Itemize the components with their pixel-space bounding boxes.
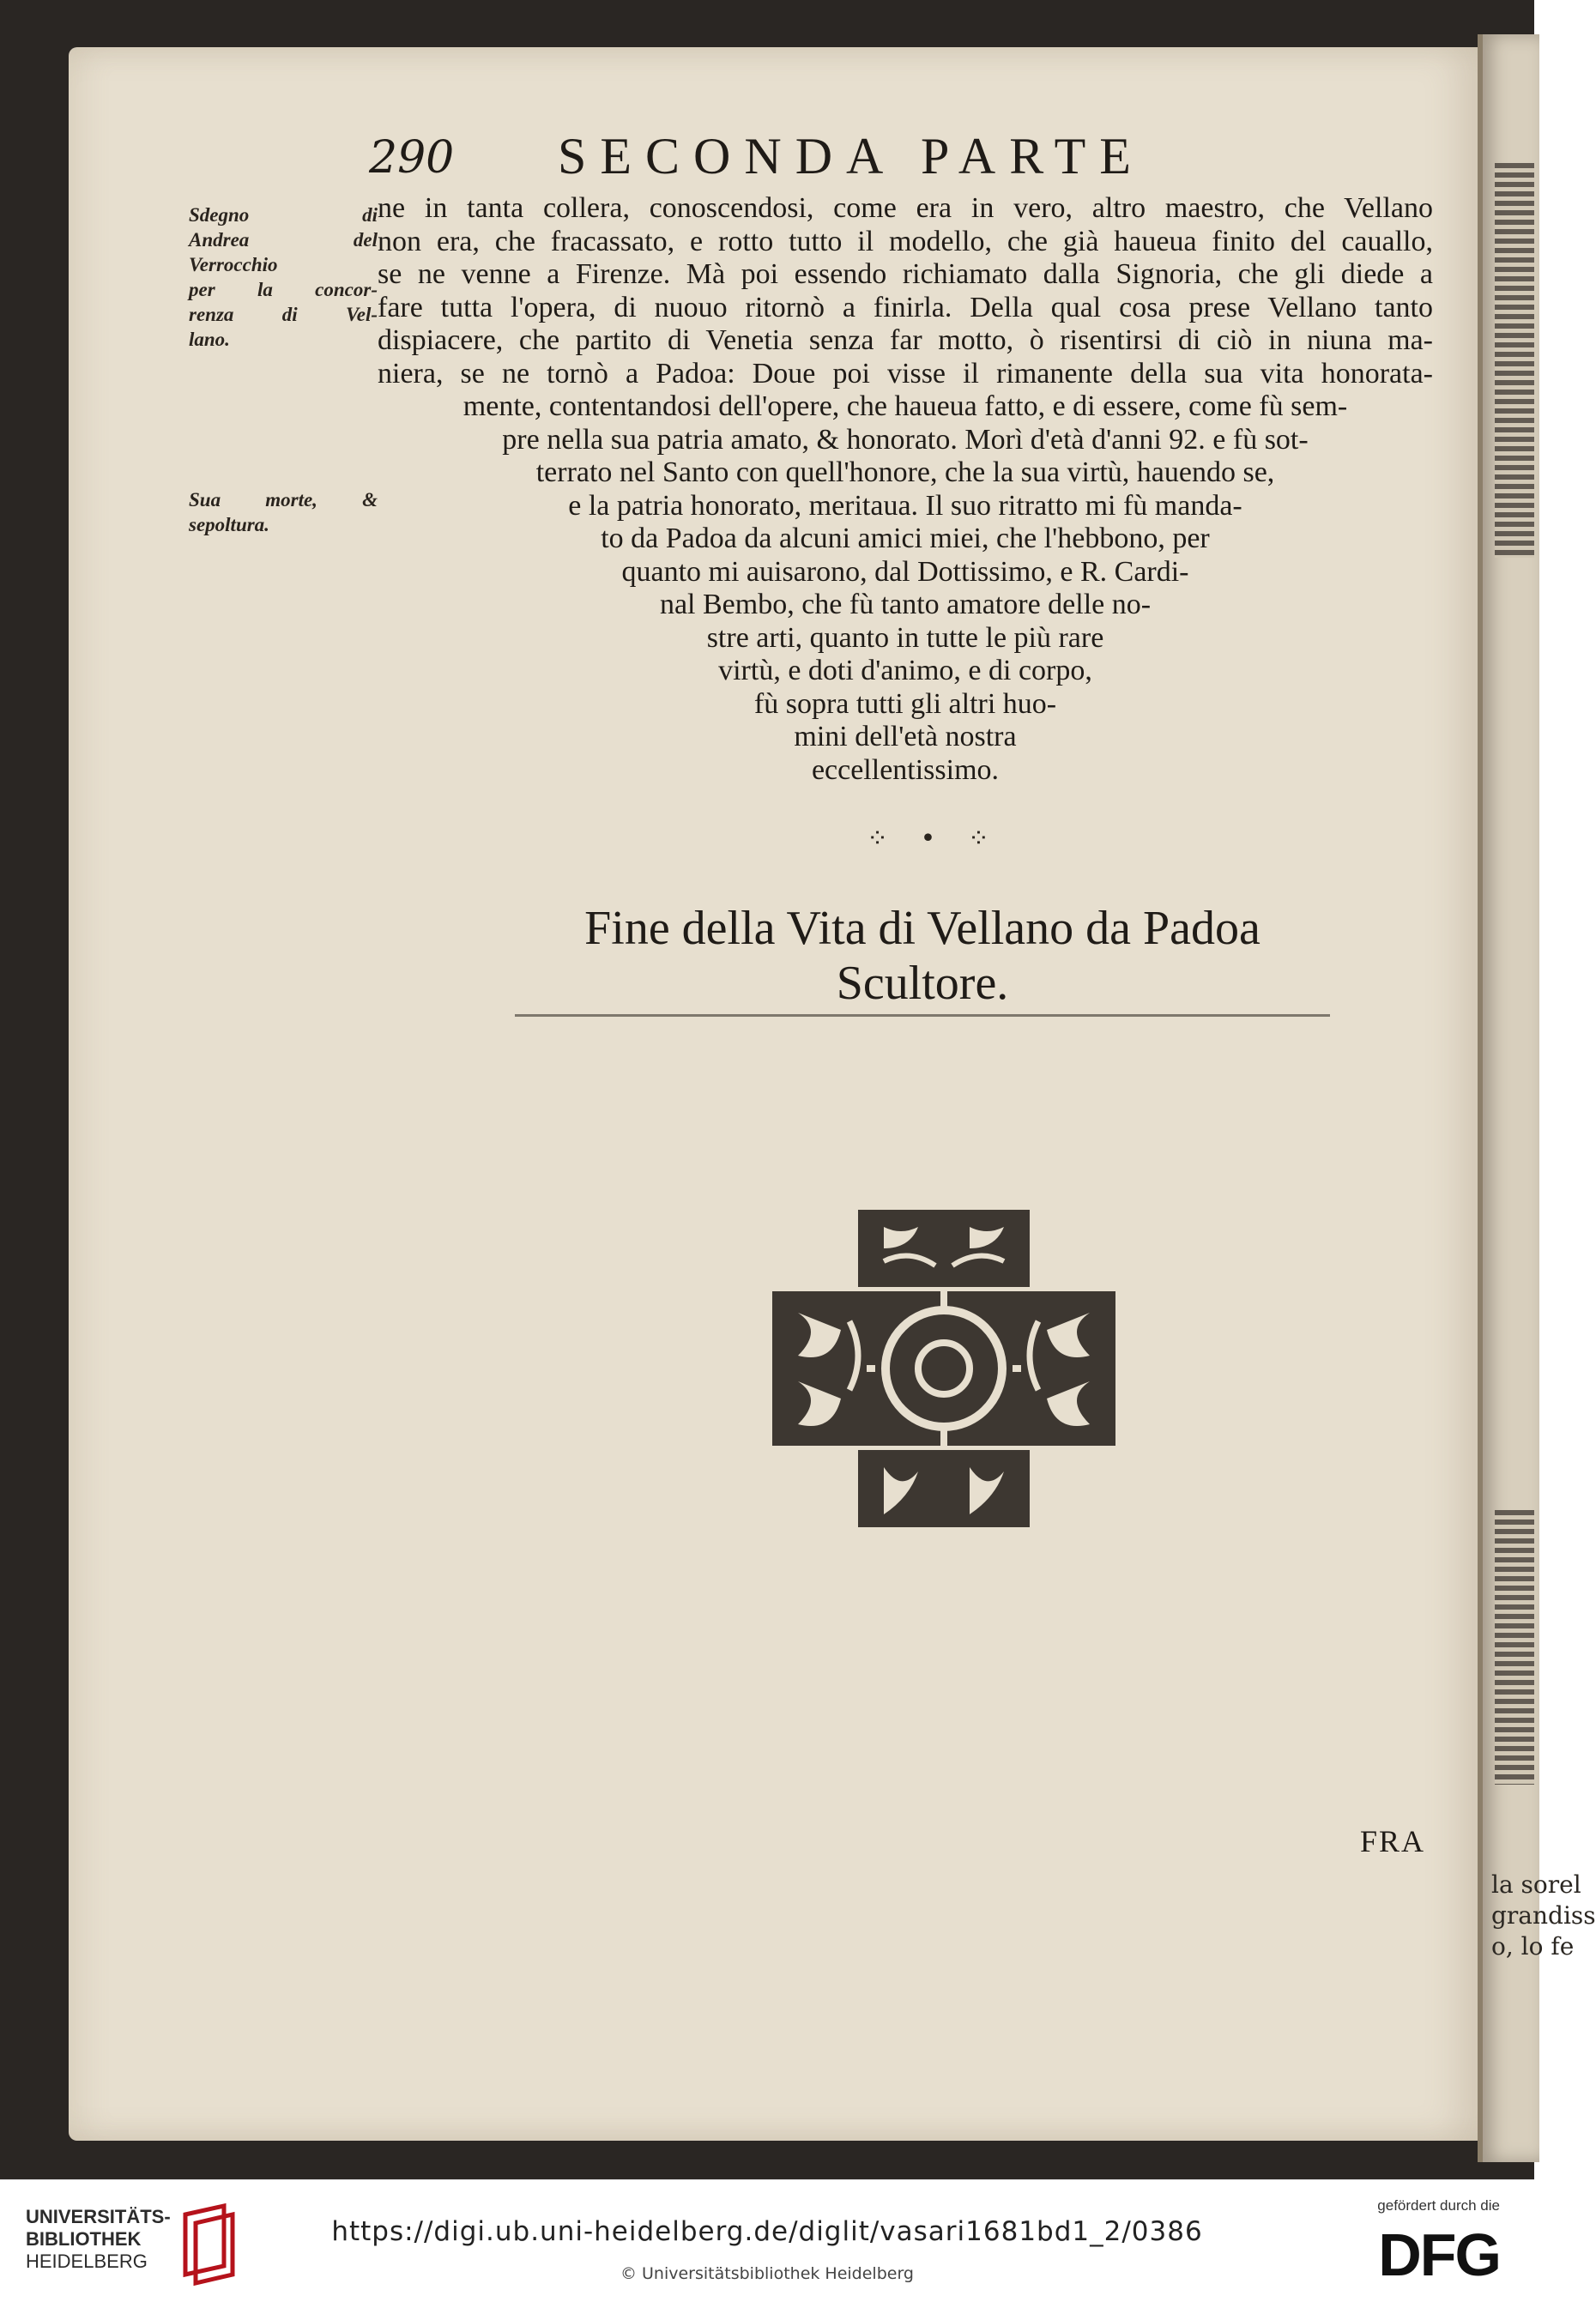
text-line: dispiacere, che partito di Venetia senza far motto, ò risentirsi di ciò in niuna ma- [378,324,1433,356]
marginal-note-line: Sdegno di [189,204,378,226]
running-title: SECONDA PARTE [558,128,1145,184]
catchword: FRA [1360,1824,1426,1858]
text-line: fù sopra tutti gli altri huo- [753,687,1057,720]
text-line: virtù, e doti d'animo, e di corpo, [718,655,1092,686]
text-line: mente, contentandosi dell'opere, che haueua fatto, e di essere, come fù sem- [462,390,1348,422]
text-line: to da Padoa da alcuni amici miei, che l'hebbono, per [601,523,1210,554]
marginal-note-line: sepoltura. [189,514,269,535]
adjacent-text-2: grandiss [1491,1901,1596,1930]
viewer-footer [0,2179,1534,2302]
text-line: niera, se ne tornò a Padoa: Doue poi visse il rimanente della sua vita honorata- [378,357,1433,390]
text-line: pre nella sua patria amato, & honorato. Morì d'età d'anni 92. e fù sot- [502,423,1309,456]
adjacent-woodcut-border [1495,163,1534,558]
text-line: stre arti, quanto in tutte le più rare [706,621,1104,654]
text-line: non era, che fracassato, e rotto tutto il modello, che già haueua finito del cauallo, [378,225,1433,257]
text-line: fare tutta l'opera, di nuouo ritornò a finirla. Della qual cosa prese Vellano tanto [378,291,1433,323]
marginal-note-1 [189,202,378,352]
dfg-logo[interactable]: DFG [1378,2221,1500,2288]
text-line: nal Bembo, che fù tanto amatore delle no- [659,589,1152,620]
adjacent-text-1: la sorel [1491,1870,1581,1899]
body-text [378,192,1433,787]
text-line: ne in tanta collera, conoscendosi, come era in vero, altro maestro, che Vellano [378,192,1433,224]
fleuron-ornament [772,1210,1115,1527]
closing-heading: Fine della Vita di Vellano da Padoa Scultore. [515,901,1330,1017]
page-url-link[interactable]: https://digi.ub.uni-heidelberg.de/diglit/vasari1681bd1_2/0386 [331,2216,1203,2247]
adjacent-woodcut-initial [1495,1510,1534,1785]
library-name-line: BIBLIOTHEK [26,2228,142,2250]
marginal-note-line: lano. [189,329,230,350]
page-header [369,127,1279,187]
marginal-note-2 [189,487,378,537]
marginal-note-line: per la concor- [189,279,378,300]
text-line: se ne venne a Firenze. Mà poi essendo richiamato dalla Signoria, che gli diede a [378,258,1433,290]
text-line: mini dell'età nostra [794,721,1017,752]
marginal-note-line: Andrea del [189,229,378,251]
marginal-note-line: renza di Vel- [189,304,378,325]
marginal-note-line: Sua morte, & [189,489,378,511]
text-line: terrato nel Santo con quell'honore, che la sua virtù, hauendo se, [535,456,1275,488]
marginal-note-line: Verrocchio [189,254,278,275]
folio-number: 290 [369,132,455,184]
copyright-notice: © Universitätsbibliothek Heidelberg [620,2264,914,2283]
text-line: eccellentissimo. [811,753,1000,786]
library-name-line: UNIVERSITÄTS- [26,2206,171,2227]
ornament-dots: ⁘ • ⁘ [867,824,1002,854]
text-line: quanto mi auisarono, dal Dottissimo, e R. Cardi- [621,555,1189,588]
library-name-line: HEIDELBERG [26,2251,148,2272]
adjacent-text-3: o, lo fe [1491,1932,1575,1961]
funding-caption: gefördert durch die [1377,2197,1500,2214]
text-line: e la patria honorato, meritaua. Il suo ritratto mi fù manda- [568,489,1242,522]
